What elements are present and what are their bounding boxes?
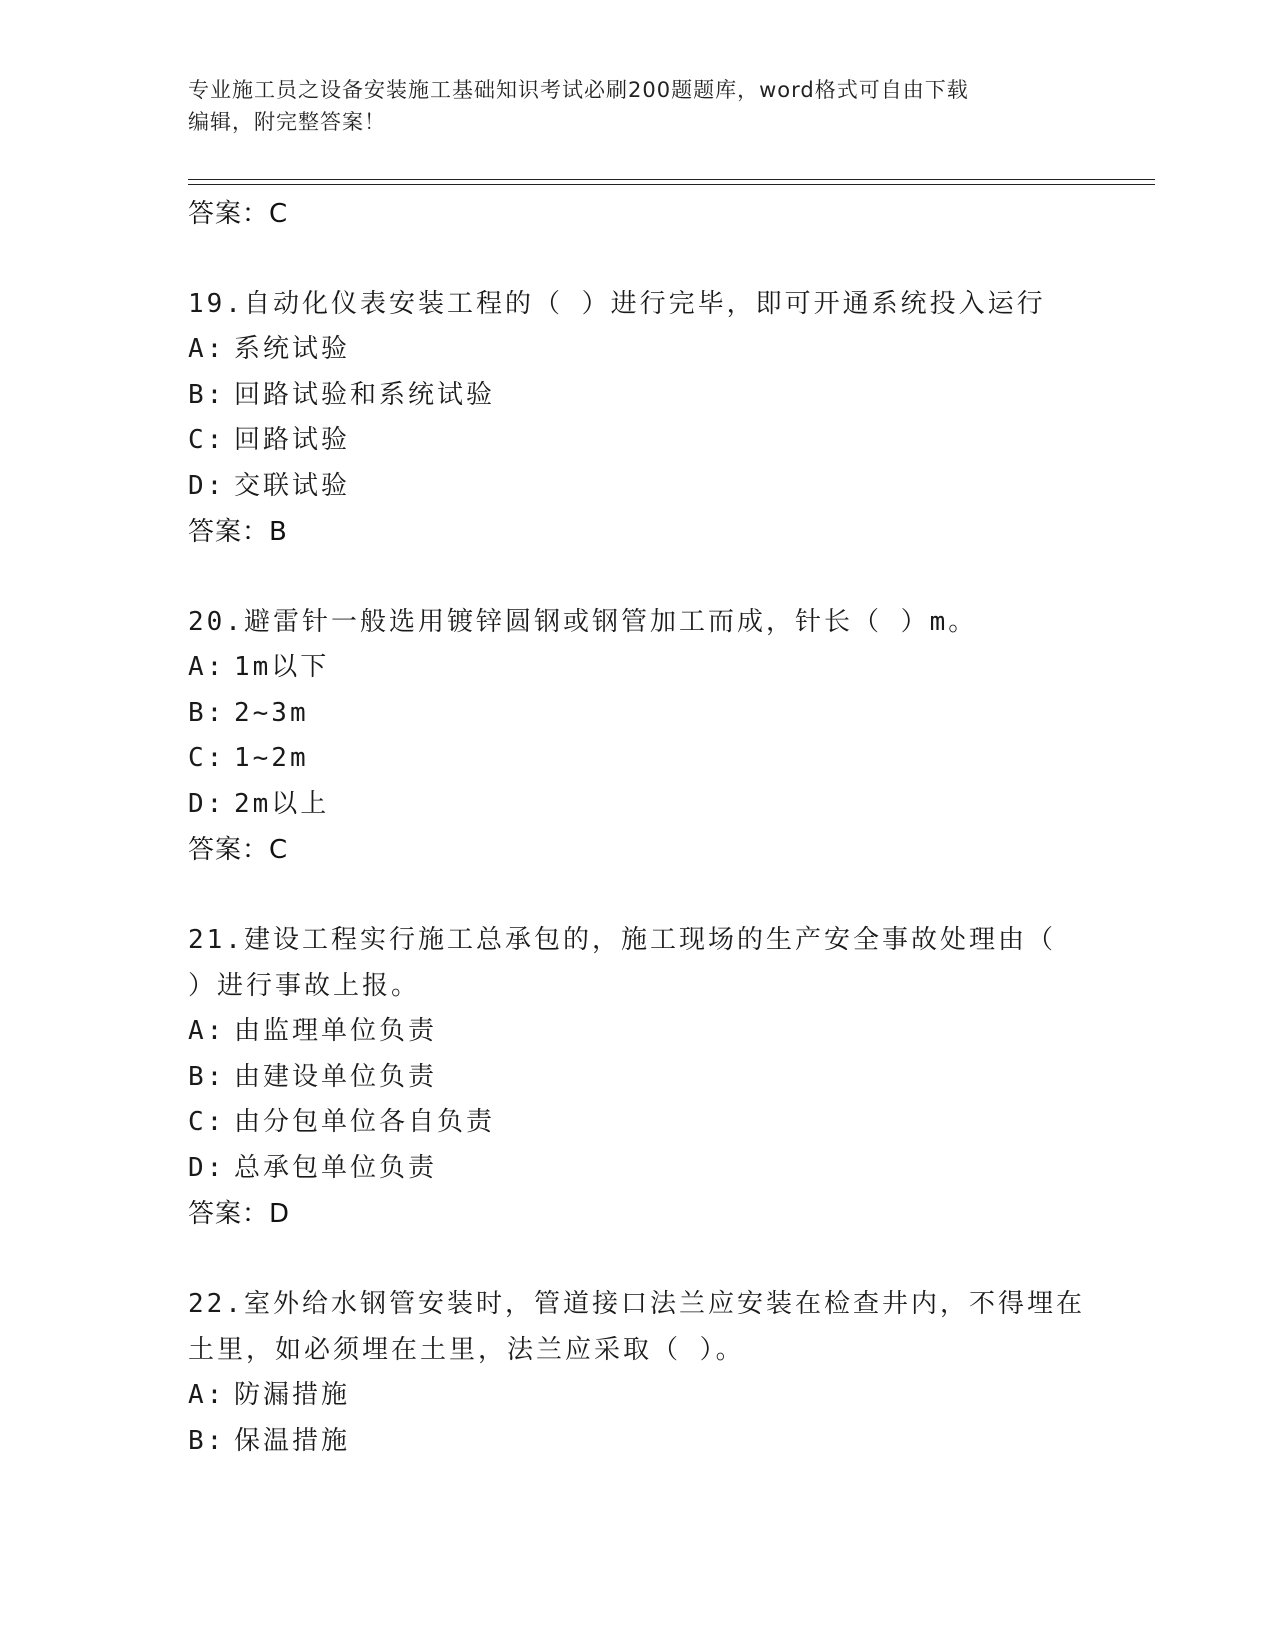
header-rule-top: [188, 179, 1155, 180]
option-key: A:: [188, 1380, 226, 1410]
option-b: [188, 373, 1108, 419]
question-text: 20.避雷针一般选用镀锌圆钢或钢管加工而成，针长（ ）m。: [188, 607, 978, 637]
option-text: 1m以下: [234, 652, 330, 682]
option-text: 2~3m: [234, 697, 309, 728]
option-key: B:: [188, 1425, 226, 1456]
option-key: B:: [188, 379, 226, 410]
option-c: [188, 418, 1108, 464]
option-text: 系统试验: [234, 334, 351, 364]
option-text: 总承包单位负责: [234, 1152, 438, 1183]
header-rule-bottom: [188, 184, 1155, 185]
option-key: A:: [188, 652, 226, 682]
option-c: [188, 1100, 1108, 1146]
question-block: [188, 599, 1108, 873]
option-b: [188, 691, 1108, 737]
answer-line: 答案：B: [188, 517, 288, 547]
question-block: [188, 1281, 1108, 1464]
option-key: D:: [188, 788, 226, 819]
option-key: C:: [188, 1107, 226, 1137]
answer-line: 答案：D: [188, 1199, 291, 1229]
question-text: 21.建设工程实行施工总承包的，施工现场的生产安全事故处理由（: [188, 925, 1056, 955]
option-key: B:: [188, 697, 226, 728]
question-text-continued: 土里，如必须埋在土里，法兰应采取（ ）。: [188, 1335, 745, 1365]
option-d: [188, 464, 1108, 510]
option-b: [188, 1419, 1108, 1465]
option-key: C:: [188, 425, 226, 455]
option-key: D:: [188, 1152, 226, 1183]
option-d: [188, 782, 1108, 828]
option-key: B:: [188, 1061, 226, 1092]
question-text: 22.室外给水钢管安装时，管道接口法兰应安装在检查井内，不得埋在: [188, 1289, 1085, 1319]
option-text: 由建设单位负责: [234, 1061, 438, 1092]
option-text: 2m以上: [234, 788, 330, 819]
option-text: 由分包单位各自负责: [234, 1107, 496, 1137]
option-text: 由监理单位负责: [234, 1016, 438, 1046]
option-text: 交联试验: [234, 470, 351, 501]
page-header: [188, 74, 1088, 138]
question-text-continued: ）进行事故上报。: [188, 971, 421, 1001]
option-text: 回路试验和系统试验: [234, 379, 496, 410]
question-block: [188, 917, 1108, 1237]
option-key: C:: [188, 743, 226, 773]
question-text: 19.自动化仪表安装工程的（ ）进行完毕，即可开通系统投入运行: [188, 289, 1046, 319]
option-text: 1~2m: [234, 743, 309, 773]
option-b: [188, 1055, 1108, 1101]
header-line-2: 编辑，附完整答案！: [188, 110, 386, 134]
document-body: [188, 188, 1108, 1464]
question-block: [188, 281, 1108, 555]
option-text: 防漏措施: [234, 1380, 351, 1410]
option-c: [188, 736, 1108, 782]
option-text: 保温措施: [234, 1425, 351, 1456]
option-a: [188, 1373, 1108, 1419]
answer-line: 答案：C: [188, 199, 289, 229]
answer-line: 答案：C: [188, 835, 289, 865]
option-key: D:: [188, 470, 226, 501]
option-key: A:: [188, 1016, 226, 1046]
option-a: [188, 1009, 1108, 1055]
option-text: 回路试验: [234, 425, 351, 455]
option-key: A:: [188, 334, 226, 364]
option-a: [188, 645, 1108, 691]
header-line-1: 专业施工员之设备安装施工基础知识考试必刷200题题库，word格式可自由下载: [188, 78, 969, 102]
option-a: [188, 327, 1108, 373]
option-d: [188, 1146, 1108, 1192]
